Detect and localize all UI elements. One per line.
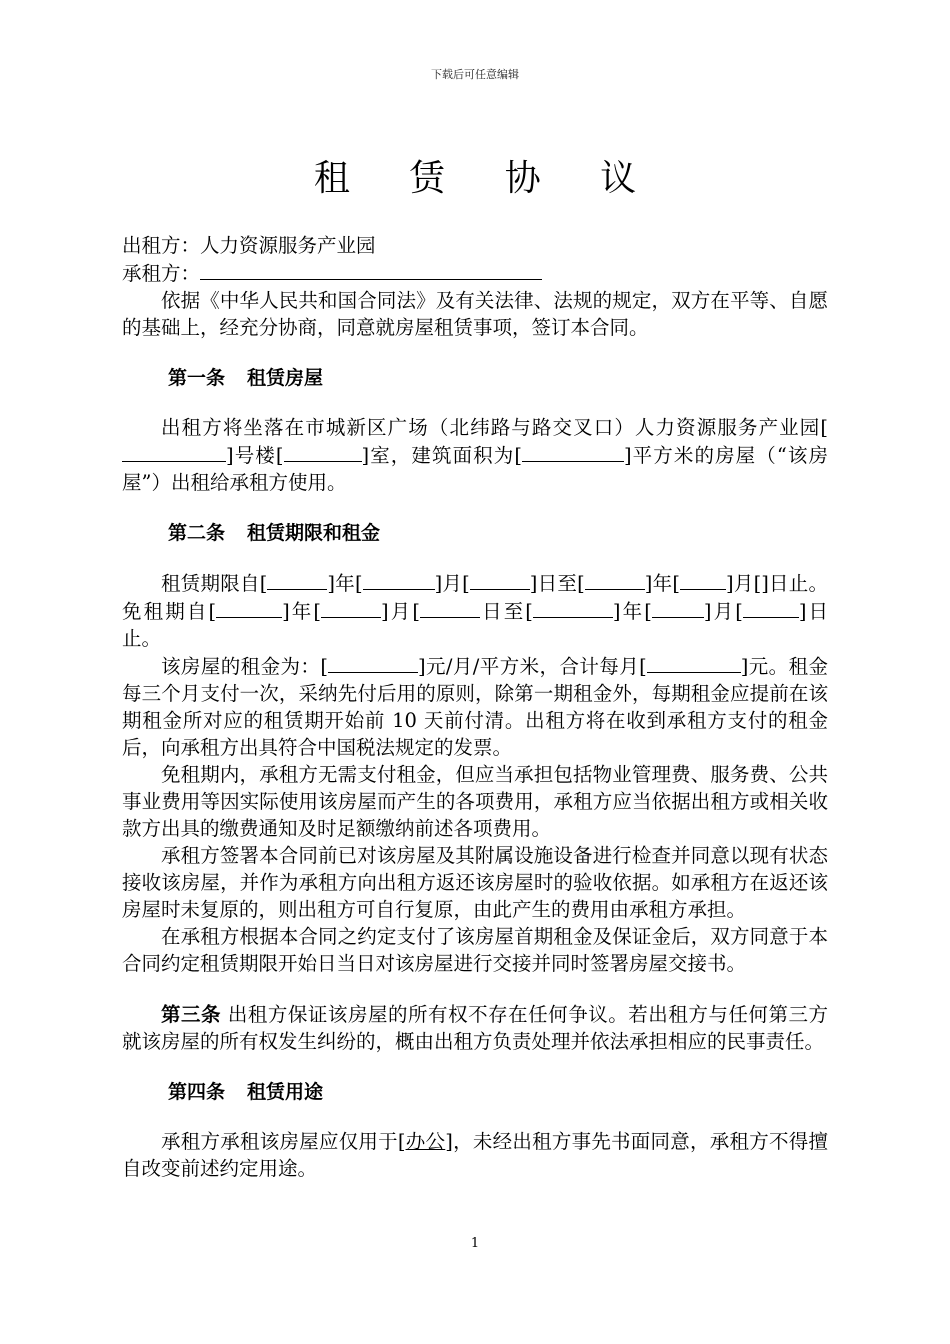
lessor-line: [122, 232, 828, 259]
room-number-blank: [284, 441, 362, 462]
start-day-blank: [470, 569, 530, 590]
document-body: [122, 232, 828, 1182]
term-text: ]日至[: [529, 572, 585, 595]
monthly-total-blank: [647, 652, 741, 673]
document-title: 租 赁 协 议: [313, 158, 661, 199]
handover-paragraph: 在承租方根据本合同之约定支付了该房屋首期租金及保证金后，双方同意于本合同约定租赁期限开始日当日对该房屋进行交接并同时签署房屋交接书。: [122, 925, 828, 975]
article-1-paragraph: [122, 414, 828, 496]
rent-rate-blank: [328, 652, 418, 673]
article-1-text: 出租方将坐落在市城新区广场（北纬路与路交叉口）人力资源服务产业园[: [161, 416, 828, 439]
term-text: ]日止。: [122, 600, 829, 650]
header-note: 下载后可任意编辑: [431, 68, 519, 81]
term-text: ]年[: [327, 572, 363, 595]
lessor-label: 出租方：: [122, 234, 201, 257]
article-1-text: ]平方米的房屋（“该房屋”）出租给承租方使用。: [122, 444, 829, 494]
article-1-text: ]号楼[: [226, 444, 284, 467]
area-blank: [522, 441, 624, 462]
end-year-blank: [585, 569, 645, 590]
free-start-month-blank: [321, 597, 381, 618]
article-2-heading: [122, 520, 828, 547]
article-1-text: ]室，建筑面积为[: [361, 444, 522, 467]
article-3-number: 第三条: [161, 1003, 222, 1026]
free-start-day-blank: [420, 597, 480, 618]
term-text: 日至[: [479, 600, 533, 623]
article-4-paragraph: [122, 1128, 828, 1182]
page-number: 1: [470, 1236, 480, 1251]
article-4-text: 承租方承租该房屋应仅用于[: [161, 1130, 406, 1153]
free-end-day-blank: [743, 597, 799, 618]
free-end-month-blank: [652, 597, 704, 618]
rent-text: ]元。租金每三个月支付一次，采纳先付后用的原则，除第一期租金外，每期租金应提前在该期租金所对应的租赁期开始前 10 天前付清。出租方将在收到承租方支付的租金后，向承租方出具符合中国税法规定的发票。: [122, 655, 829, 759]
term-text: ]日止。免租期自[: [122, 572, 829, 623]
free-start-year-blank: [216, 597, 282, 618]
rent-free-paragraph: 免租期内，承租方无需支付租金，但应当承担包括物业管理费、服务费、公共事业费用等因实际使用该房屋而产生的各项费用，承租方应当依据出租方或相关收款方出具的缴费通知及时足额缴纳前述各项费用。: [122, 763, 828, 840]
start-month-blank: [363, 569, 435, 590]
rent-text: ]元/月/平方米，合计每月[: [417, 655, 647, 678]
rent-text: 该房屋的租金为：[: [161, 655, 328, 678]
article-3-text: 出租方保证该房屋的所有权不存在任何争议。若出租方与任何第三方就该房屋的所有权发生纠纷的，概由出租方负责处理并依法承担相应的民事责任。: [122, 1003, 828, 1053]
article-1-heading: [122, 365, 828, 392]
article-2-number: 第二条: [168, 522, 226, 544]
term-text: ]月[: [381, 600, 420, 623]
article-4-number: 第四条: [168, 1081, 226, 1103]
start-year-blank: [267, 569, 327, 590]
term-text: ]年[: [644, 572, 680, 595]
inspection-paragraph: 承租方签署本合同前已对该房屋及其附属设施设备进行检查并同意以现有状态接收该房屋，并作为承租方向出租方返还该房屋时的验收依据。如承租方在返还该房屋时未复原的，则出租方可自行复原，由此产生的费用由承租方承担。: [122, 844, 828, 921]
end-month-blank: [680, 569, 726, 590]
article-4-text: ]，未经出租方事先书面同意，承租方不得擅自改变前述约定用途。: [122, 1130, 828, 1180]
use-purpose: 办公: [405, 1130, 446, 1153]
building-number-blank: [122, 441, 226, 462]
rent-paragraph: [122, 652, 828, 761]
term-text: ]月[: [725, 572, 762, 595]
article-4-heading: [122, 1079, 828, 1106]
lessee-label: 承租方：: [122, 262, 201, 285]
term-text: ]月[: [434, 572, 470, 595]
lease-term-paragraph: [122, 569, 828, 652]
article-1-number: 第一条: [168, 367, 226, 389]
term-text: ]年[: [282, 600, 322, 623]
article-3-paragraph: [122, 1001, 828, 1055]
lessor-value: 人力资源服务产业园: [200, 234, 376, 257]
term-text: ]年[: [612, 600, 652, 623]
article-2-title: 租赁期限和租金: [247, 522, 381, 544]
intro-paragraph: 依据《中华人民共和国合同法》及有关法律、法规的规定，双方在平等、自愿的基础上，经充分协商，同意就房屋租赁事项，签订本合同。: [122, 289, 828, 339]
spacer: [122, 977, 828, 1001]
free-end-year-blank: [533, 597, 613, 618]
lessee-blank: [200, 259, 542, 280]
term-text: 租赁期限自[: [161, 572, 268, 595]
term-text: ]月[: [703, 600, 743, 623]
article-1-title: 租赁房屋: [247, 367, 324, 389]
article-4-title: 租赁用途: [247, 1081, 324, 1103]
lessee-line: [122, 259, 828, 287]
